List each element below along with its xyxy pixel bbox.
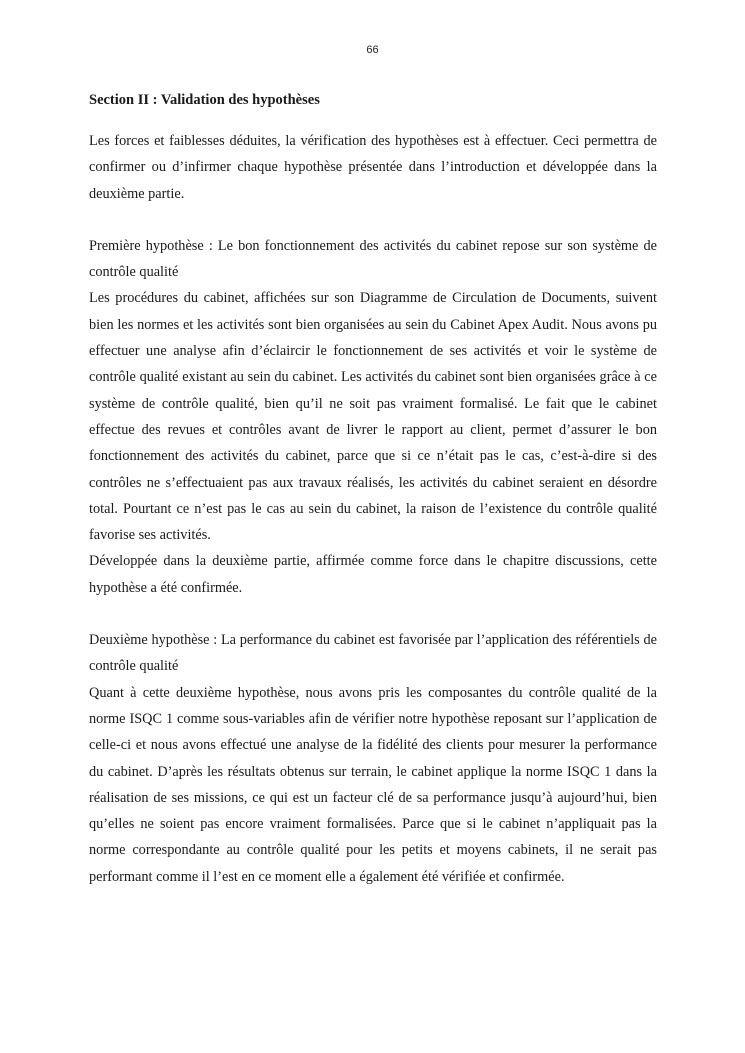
hypothesis-1-conclusion: Développée dans la deuxième partie, affirmée comme force dans le chapitre discussions, cette hypothèse a été confirmée. xyxy=(89,553,657,596)
hypothesis-2-body: Quant à cette deuxième hypothèse, nous avons pris les composantes du contrôle qualité de la norme ISQC 1 comme sous-variables afin de vérifier notre hypothèse reposant sur l’application de celle-ci et nous avons effectué une analyse de la fidélité des clients pour mesurer la performance du cabinet. D’après les résultats obtenus sur terrain, le cabinet applique la norme ISQC 1 dans la réalisation de ses missions, ce qui est un facteur clé de sa performance jusqu’à aujourd’hui, bien qu’elles ne soient pas encore vraiment formalisées. Parce que si le cabinet n’appliquait pas la norme correspondante au contrôle qualité pour les petits et moyens cabinets, il ne serait pas performant comme il l’est en ce moment elle a également été vérifiée et confirmée. xyxy=(89,684,657,885)
page-number: 66 xyxy=(366,44,379,56)
spacer xyxy=(89,113,657,128)
document-body xyxy=(89,87,657,890)
hypothesis-1-body: Les procédures du cabinet, affichées sur son Diagramme de Circulation de Documents, suivent bien les normes et les activités sont bien organisées au sein du Cabinet Apex Audit. Nous avons pu effectuer une analyse afin d’éclaircir le fonctionnement de ses activités et voir le système de contrôle qualité existant au sein du cabinet. Les activités du cabinet sont bien organisées grâce à ce système de contrôle qualité, bien qu’il ne soit pas vraiment formalisé. Le fait que le cabinet effectue des revues et contrôles avant de livrer le rapport au client, permet d’assurer le bon fonctionnement des activités du cabinet, parce que si ce n’était pas le cas, c’est-à-dire si des contrôles ne s’effectuaient pas aux travaux réalisés, les activités du cabinet seraient en désordre total. Pourtant ce n’est pas le cas au sein du cabinet, la raison de l’existence du contrôle qualité favorise ses activités. xyxy=(89,290,657,544)
spacer xyxy=(89,601,657,627)
intro-paragraph: Les forces et faiblesses déduites, la vérification des hypothèses est à effectuer. Ceci permettra de confirmer ou d’infirmer chaque hypothèse présentée dans l’introduction et développée dans la deuxième partie. xyxy=(89,133,657,202)
spacer xyxy=(89,207,657,233)
hypothesis-2-heading: Deuxième hypothèse : La performance du cabinet est favorisée par l’application des référentiels de contrôle qualité xyxy=(89,632,657,675)
hypothesis-1-heading: Première hypothèse : Le bon fonctionnement des activités du cabinet repose sur son système de contrôle qualité xyxy=(89,237,657,281)
section-title: Section II : Validation des hypothèses xyxy=(89,92,320,108)
